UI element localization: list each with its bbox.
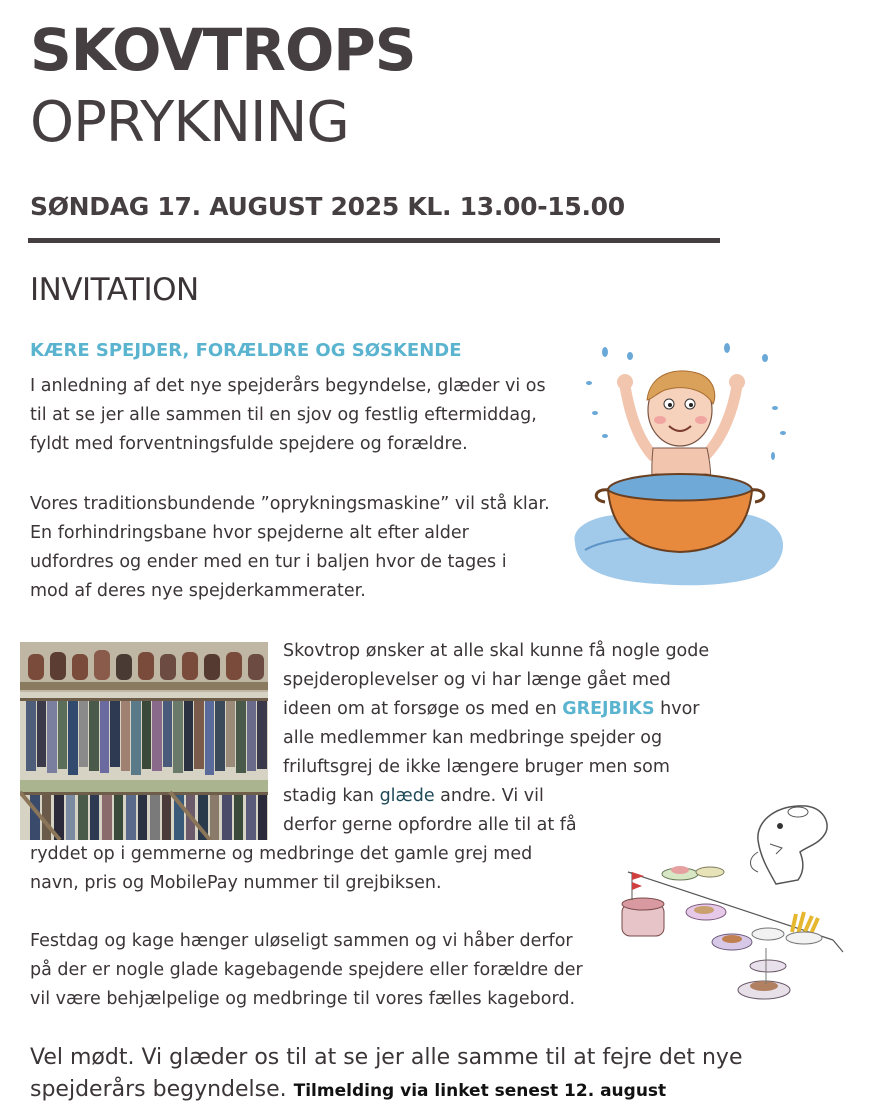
section-heading: INVITATION [30,272,199,308]
text-fragment: spejderårs begyndelse. [30,1077,294,1102]
paragraph-grejbiks-cont [30,840,532,898]
text-fragment: ideen om at forsøge os med en [283,699,563,719]
text-line: En forhindringsbane hvor spejderne alt efter alder [30,523,469,543]
text-line: derfor gerne opfordre alle til at få [283,815,577,835]
child-in-tub-illustration [565,338,795,593]
text-line: friluftsgrej de ikke længere bruger men som [283,757,670,777]
text-fragment: stadig kan [283,786,380,806]
text-line: alle medlemmer kan medbringe spejder og [283,728,663,748]
text-fragment: andre. Vi vil [434,786,544,806]
text-line [30,1074,743,1107]
text-line: Festdag og kage hænger uløseligt sammen og vi håber derfor [30,931,573,951]
text-line: vil være behjælpelige og medbringe til vores fælles kagebord. [30,989,576,1009]
text-line: Vores traditionsbundende ”oprykningsmaskine” vil stå klar. [30,494,550,514]
greeting: KÆRE SPEJDER, FORÆLDRE OG SØSKENDE [30,340,462,361]
paragraph-intro [30,372,546,459]
event-date: SØNDAG 17. AUGUST 2025 KL. 13.00-15.00 [30,192,625,221]
dog-at-cake-table-illustration [608,800,848,1005]
text-line: udfordres og ender med en tur i baljen hvor de tages i [30,552,507,572]
closing-text [30,1042,743,1107]
text-line: til at se jer alle sammen til en sjov og festlig eftermiddag, [30,405,537,425]
text-line: på der er nogle glade kagebagende spejdere eller forældre der [30,960,583,980]
signup-deadline: Tilmelding via linket senest 12. august [293,1081,667,1101]
text-line: mod af deres nye spejderkammerater. [30,581,366,601]
text-line: ryddet op i gemmerne og medbringe det gamle grej med [30,844,533,864]
text-line: fyldt med forventningsfulde spejdere og forældre. [30,434,468,454]
text-line: I anledning af det nye spejderårs begyndelse, glæder vi os [30,376,546,396]
paragraph-machine [30,490,550,606]
paragraph-cake [30,927,583,1014]
text-line: spejderoplevelser og vi har længe gået med [283,670,671,690]
text-line: Skovtrop ønsker at alle skal kunne få nogle gode [283,641,710,661]
glaede-link[interactable]: glæde [379,786,435,806]
page-title-line1: SKOVTROPS [30,16,416,84]
divider [28,238,720,243]
grejbiks-highlight: GREJBIKS [562,699,655,719]
text-line: navn, pris og MobilePay nummer til grejbiksen. [30,873,442,893]
text-line: Vel mødt. Vi glæder os til at se jer alle samme til at fejre det nye [30,1045,743,1070]
clothes-rack-painting [20,642,268,840]
text-fragment: hvor [654,699,700,719]
page-title-line2: OPRYKNING [30,90,349,155]
text-line [283,695,709,724]
